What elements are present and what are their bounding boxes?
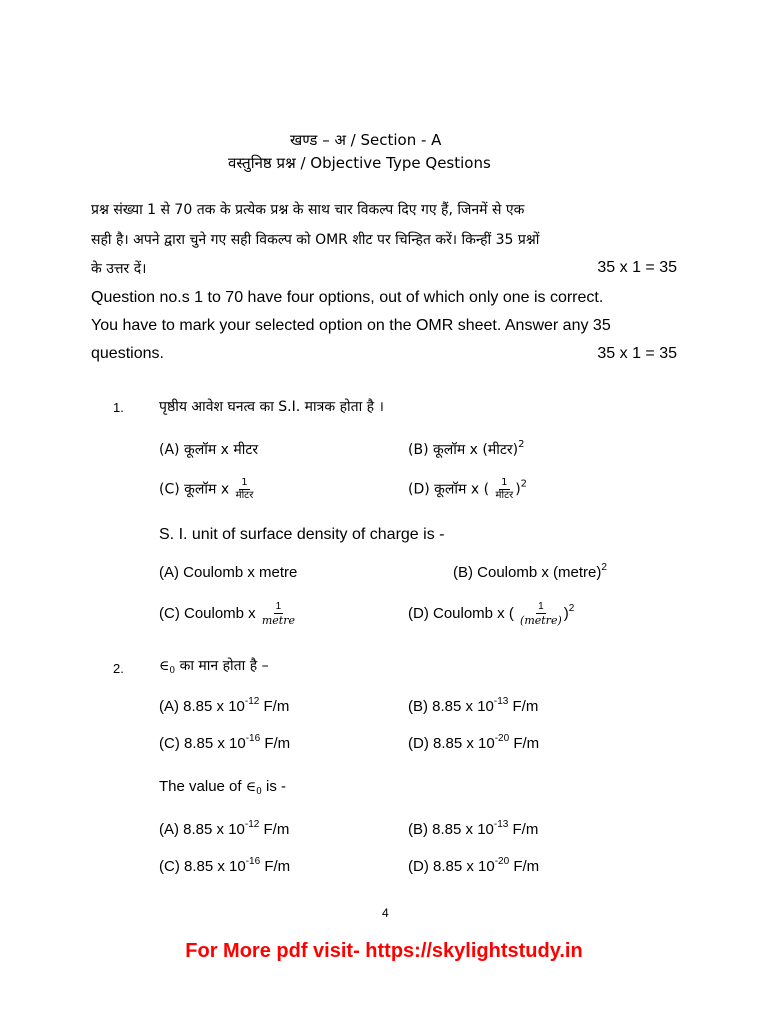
fraction-numerator: 1 <box>538 601 544 612</box>
question-text: का मान होता है – <box>179 658 269 674</box>
fraction <box>262 602 295 626</box>
fraction <box>236 478 254 501</box>
question-1-english-option-b <box>453 564 607 581</box>
option-exponent: 2 <box>520 478 528 490</box>
option-close-paren: ) <box>515 481 521 498</box>
option-close-paren: ) <box>563 604 569 622</box>
question-1-english-text: S. I. unit of surface density of charge is - <box>159 526 445 543</box>
option-exponent: 2 <box>568 602 575 614</box>
question-text-pre: The value of <box>159 778 242 795</box>
question-1-number: 1. <box>113 400 124 415</box>
marks-english: 35 x 1 = 35 <box>597 345 677 362</box>
fraction-denominator: (metre) <box>520 614 562 627</box>
question-1-hindi-option-c <box>159 478 255 501</box>
question-2-english-option-c: (C) 8.85 x $10^{-16}$ F/m <box>159 856 291 875</box>
question-1-hindi-option-a: (A) कूलॉम x मीटर <box>159 442 259 458</box>
option-text: (B) कूलॉम x (मीटर) <box>408 442 519 458</box>
question-1-hindi-option-b <box>408 440 525 459</box>
fraction-denominator: मीटर <box>495 490 514 501</box>
option-text: (D) कूलॉम x ( <box>408 481 490 498</box>
instructions-english-text: questions. <box>91 345 164 362</box>
question-1-english-option-a: (A) Coulomb x metre <box>159 564 298 581</box>
option-text: (D) Coulomb x ( <box>408 604 514 622</box>
fraction-denominator: मीटर <box>235 490 254 501</box>
epsilon-symbol: $\in_0$ <box>245 779 262 797</box>
objective-heading: वस्तुनिष्ठ प्रश्न / Objective Type Qestions <box>228 154 491 172</box>
question-1-english-option-c <box>159 602 297 626</box>
instructions-hindi-text: के उत्तर दें। <box>91 261 147 277</box>
question-1-english-option-d <box>408 602 574 626</box>
question-2-english-text <box>159 778 286 797</box>
fraction <box>496 478 514 501</box>
question-2-option-b: (B) 8.85 x $10^{-13}$ F/m <box>408 696 539 715</box>
option-text: (B) Coulomb x (metre) <box>453 564 602 581</box>
question-1-hindi-option-d <box>408 478 527 501</box>
fraction-denominator: metre <box>261 614 295 627</box>
option-exponent: 2 <box>601 562 607 573</box>
question-1-hindi-text: पृष्ठीय आवेश घनत्व का S.I. मात्रक होता है । <box>159 399 384 415</box>
fraction <box>520 602 562 626</box>
question-text-post: is - <box>266 778 287 795</box>
page-number: 4 <box>382 906 389 920</box>
instructions-hindi-line-2: सही है। अपने द्वारा चुने गए सही विकल्प को OMR शीट पर चिन्हित करें। किन्हीं 35 प्रश्नों <box>91 232 540 248</box>
question-2-english-option-b: (B) 8.85 x $10^{-13}$ F/m <box>408 819 539 838</box>
question-2-option-c: (C) 8.85 x $10^{-16}$ F/m <box>159 733 291 752</box>
question-2-english-option-d: (D) 8.85 x $10^{-20}$ F/m <box>408 856 540 875</box>
instructions-english-line-1: Question no.s 1 to 70 have four options, out of which only one is correct. <box>91 289 604 306</box>
question-2-english-option-a: (A) 8.85 x $10^{-12}$ F/m <box>159 819 290 838</box>
question-2-option-a: (A) 8.85 x $10^{-12}$ F/m <box>159 696 290 715</box>
section-heading: खण्ड – अ / Section - A <box>290 131 442 149</box>
option-exponent: 2 <box>518 439 525 450</box>
question-2-number: 2. <box>113 661 124 676</box>
footer-website-link[interactable]: For More pdf visit- https://skylightstudy.in <box>185 940 583 962</box>
question-2-option-d: (D) 8.85 x $10^{-20}$ F/m <box>408 733 540 752</box>
marks-hindi: 35 x 1 = 35 <box>597 259 677 276</box>
fraction-numerator: 1 <box>241 477 248 488</box>
option-text: (C) Coulomb x <box>159 604 256 622</box>
question-2-hindi-text <box>159 656 269 676</box>
instructions-english-line-3 <box>91 345 677 363</box>
option-text: (C) कूलॉम x <box>159 481 230 498</box>
fraction-numerator: 1 <box>275 601 282 612</box>
instructions-hindi-line-1: प्रश्न संख्या 1 से 70 तक के प्रत्येक प्रश्न के साथ चार विकल्प दिए गए हैं, जिनमें से एक <box>91 202 525 218</box>
epsilon-symbol: $\in_0$ <box>159 658 176 676</box>
fraction-numerator: 1 <box>501 477 508 488</box>
instructions-english-line-2: You have to mark your selected option on the OMR sheet. Answer any 35 <box>91 317 611 334</box>
instructions-hindi-line-3 <box>91 259 677 278</box>
